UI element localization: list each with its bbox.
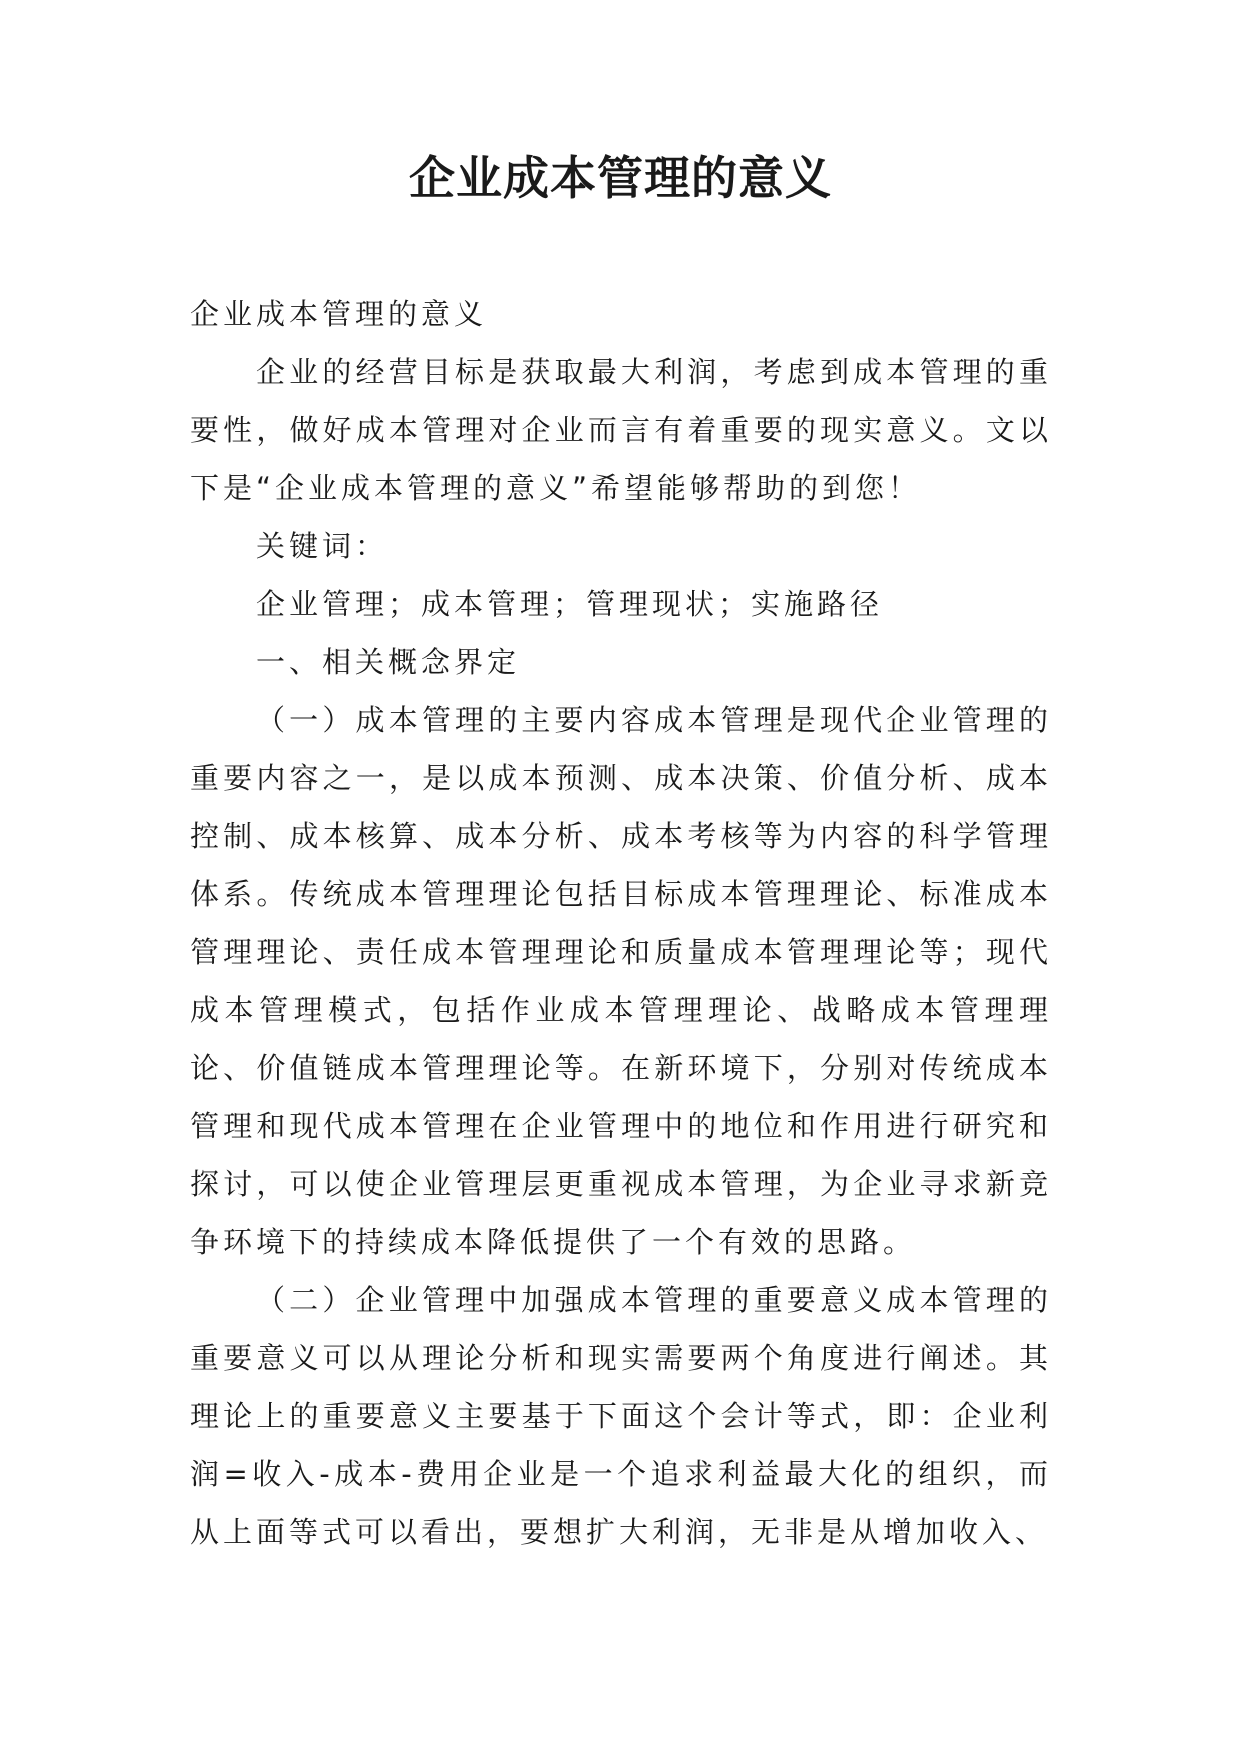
subsection-paragraph-2: （二）企业管理中加强成本管理的重要意义成本管理的重要意义可以从理论分析和现实需要两个角度进行阐述。其理论上的重要意义主要基于下面这个会计等式，即：企业利润=收入-成本-费用企业是一个追求利益最大化的组织，而从上面等式可以看出，要想扩大利润，无非是从增加收入、 <box>190 1283 1052 1549</box>
keywords-label: 关键词： <box>256 529 389 563</box>
subsection-paragraph-1: （一）成本管理的主要内容成本管理是现代企业管理的重要内容之一，是以成本预测、成本决策、价值分析、成本控制、成本核算、成本分析、成本考核等为内容的科学管理体系。传统成本管理理论包括目标成本管理理论、标准成本管理理论、责任成本管理理论和质量成本管理理论等；现代成本管理模式，包括作业成本管理理论、战略成本管理理论、价值链成本管理理论等。在新环境下，分别对传统成本管理和现代成本管理在企业管理中的地位和作用进行研究和探讨，可以使企业管理层更重视成本管理，为企业寻求新竞争环境下的持续成本降低提供了一个有效的思路。 <box>190 703 1052 1259</box>
keywords-list: 企业管理；成本管理；管理现状；实施路径 <box>256 587 884 621</box>
document-title: 企业成本管理的意义 <box>409 151 832 205</box>
document-body <box>190 285 1052 1561</box>
section-heading: 一、相关概念界定 <box>256 645 521 679</box>
intro-paragraph: 企业的经营目标是获取最大利润，考虑到成本管理的重要性，做好成本管理对企业而言有着重要的现实意义。文以下是“企业成本管理的意义”希望能够帮助的到您！ <box>190 355 1052 505</box>
subtitle-line: 企业成本管理的意义 <box>190 297 488 331</box>
